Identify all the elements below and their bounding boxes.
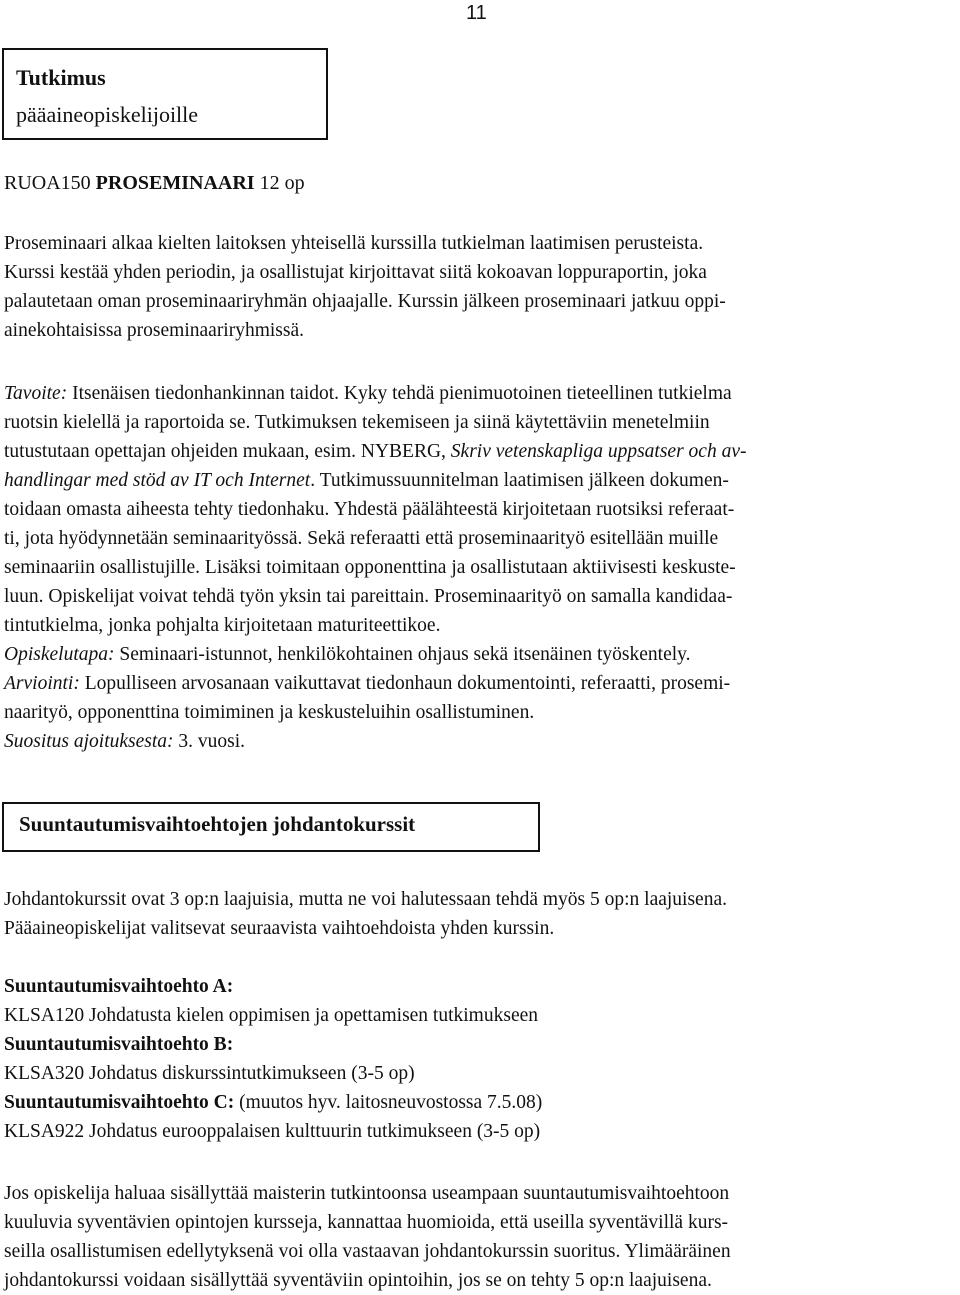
recommendation-label: Suositus ajoituksesta:: [4, 731, 174, 752]
text-line: toidaan omasta aiheesta tehty tiedonhaku. Yhdestä päälähteestä kirjoitetaan ruotsiksi referaat-: [4, 499, 735, 520]
option-course: KLSA922 Johdatus eurooppalaisen kulttuurin tutkimukseen (3-5 op): [4, 1121, 541, 1142]
study-form-text: Seminaari-istunnot, henkilökohtainen ohjaus sekä itsenäinen työskentely.: [114, 644, 691, 665]
option-note: (muutos hyv. laitosneuvostossa 7.5.08): [234, 1092, 543, 1113]
text-line: [4, 466, 959, 495]
text-line: [4, 437, 959, 466]
goal-text: Itsenäisen tiedonhankinnan taidot. Kyky tehdä pienimuotoinen tieteellinen tutkielma: [67, 383, 732, 404]
text-line: kuuluvia syventävien opintojen kursseja, kannattaa huomioida, että useilla syventävillä kurs-: [4, 1212, 729, 1233]
section-subtitle: pääaineopiskelijoille: [16, 102, 199, 127]
text-line: Proseminaari alkaa kielten laitoksen yhteisellä kurssilla tutkielman laatimisen perusteista.: [4, 233, 704, 254]
text-line: ti, jota hyödynnetään seminaarityössä. Sekä referaatti että proseminaarityö esitellään muille: [4, 528, 719, 549]
section-box-intro-courses: [2, 802, 540, 852]
text-line: naarityö, opponenttina toimiminen ja keskusteluihin osallistuminen.: [4, 702, 535, 723]
text-line: Kurssi kestää yhden periodin, ja osallistujat kirjoittavat siitä kokoavan loppuraportin, joka: [4, 262, 707, 283]
section-title: Tutkimus: [16, 65, 106, 90]
text-line: Jos opiskelija haluaa sisällyttää maisterin tutkintoonsa useampaan suuntautumisvaihtoehtoon: [4, 1183, 730, 1204]
page-number: 11: [466, 2, 487, 24]
text-line: Pääaineopiskelijat valitsevat seuraavista vaihtoehdoista yhden kurssin.: [4, 918, 555, 939]
text-line: seminaariin osallistujille. Lisäksi toimitaan opponenttina ja osallistutaan aktiivisesti keskuste-: [4, 557, 736, 578]
text-line: seilla osallistumisen edellytyksenä voi olla vastaavan johdantokurssin suoritus. Ylimääräinen: [4, 1241, 731, 1262]
option-heading-label: Suuntautumisvaihtoehto A:: [4, 976, 234, 997]
goal-line: [4, 379, 959, 408]
options-list: [4, 972, 959, 1146]
option-heading-label: Suuntautumisvaihtoehto C:: [4, 1092, 235, 1113]
assessment-text: Lopulliseen arvosanaan vaikuttavat tiedonhaun dokumentointi, referaatti, prosemi-: [79, 673, 731, 694]
recommendation-line: [4, 727, 959, 756]
goal-text: . Tutkimussuunnitelman laatimisen jälkeen dokumen-: [310, 470, 729, 491]
option-heading: [4, 1030, 959, 1059]
assessment-line: [4, 669, 959, 698]
book-title: handlingar med stöd av IT och Internet: [4, 470, 311, 491]
goal-text: tutustutaan opettajan ohjeiden mukaan, esim. NYBERG,: [4, 441, 451, 462]
course-intro-paragraph: [4, 229, 959, 345]
book-title: Skriv vetenskapliga uppsatser och av-: [450, 441, 747, 462]
text-line: ruotsin kielellä ja raportoida se. Tutkimuksen tekemiseen ja siinä käytettäviin menetelmiin: [4, 412, 710, 433]
text-line: luun. Opiskelijat voivat tehdä työn yksin tai pareittain. Proseminaarityö on samalla kandidaa-: [4, 586, 733, 607]
assessment-label: Arviointi:: [4, 673, 80, 694]
option-heading: [4, 972, 959, 1001]
course-name: PROSEMINAARI: [95, 172, 255, 194]
study-form-label: Opiskelutapa:: [4, 644, 115, 665]
course-details-paragraph: [4, 379, 959, 756]
course-credits: 12 op: [259, 172, 305, 194]
text-line: ainekohtaisissa proseminaariryhmissä.: [4, 320, 305, 341]
section-title: Suuntautumisvaihtoehtojen johdantokurssit: [19, 812, 416, 836]
text-line: palautetaan oman proseminaariryhmän ohjaajalle. Kurssin jälkeen proseminaari jatkuu oppi-: [4, 291, 726, 312]
section-box-research: [2, 48, 328, 140]
text-line: johdantokurssi voidaan sisällyttää syventäviin opintoihin, jos se on tehty 5 op:n laajuisena.: [4, 1270, 712, 1291]
intro-courses-paragraph: [4, 885, 959, 943]
course-heading: [4, 172, 959, 195]
text-line: Johdantokurssit ovat 3 op:n laajuisia, mutta ne voi halutessaan tehdä myös 5 op:n laajuisena.: [4, 889, 727, 910]
option-course: KLSA120 Johdatusta kielen oppimisen ja opettamisen tutkimukseen: [4, 1005, 539, 1026]
goal-label: Tavoite:: [4, 383, 68, 404]
study-form-line: [4, 640, 959, 669]
text-line: tintutkielma, jonka pohjalta kirjoitetaan maturiteettikoe.: [4, 615, 441, 636]
option-course: KLSA320 Johdatus diskurssintutkimukseen (3-5 op): [4, 1063, 415, 1084]
course-code: RUOA150: [4, 172, 91, 194]
option-heading-label: Suuntautumisvaihtoehto B:: [4, 1034, 234, 1055]
recommendation-text: 3. vuosi.: [173, 731, 246, 752]
closing-paragraph: [4, 1179, 959, 1295]
option-heading: [4, 1088, 959, 1117]
